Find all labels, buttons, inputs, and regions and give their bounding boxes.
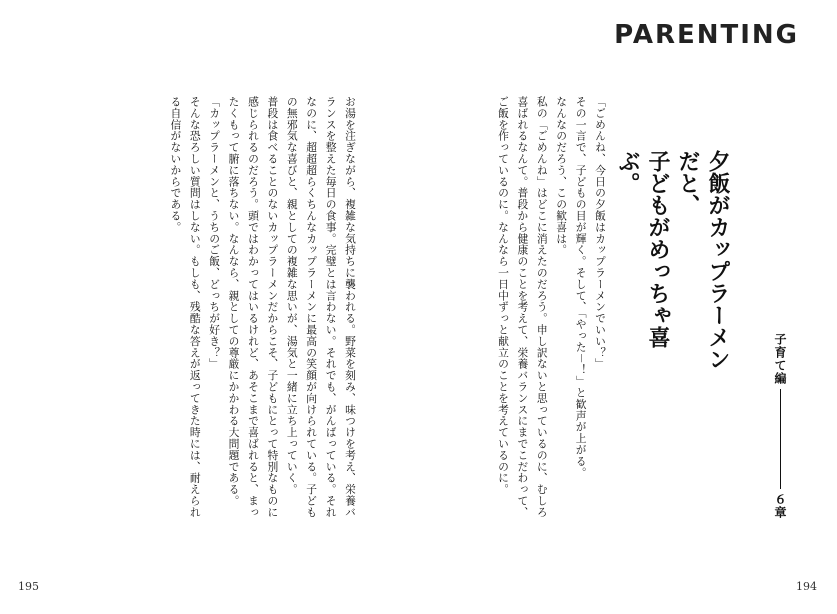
right-page-body (484, 96, 610, 521)
chapter-rule (780, 389, 781, 489)
page-number-left: 195 (18, 580, 39, 593)
chapter-number: ６章 (773, 493, 787, 519)
paragraph: 普段は食べることのないカップラーメンだからこそ、子どもにとって特別なものに感じられるのだろう。頭ではわかってはいるけれど、あそこまで喜ばれると、まったくもって腑に落ちない。なんなら、親としての尊厳にかかわる大問題である。 (227, 96, 280, 518)
paragraph: その一言で、子どもの目が輝く。そして、「やった－！」と歓声が上がる。 (574, 96, 588, 479)
chapter-headline (615, 150, 732, 390)
headline-line-1: 夕飯がカップラーメンだと、 (675, 150, 730, 370)
left-page-body (110, 96, 360, 521)
paragraph: そんな恐ろしい質問はしない。もしも、残酷な答えが返ってきた時には、耐えられる自信がないからである。 (169, 96, 202, 518)
headline-line-2: 子どもがめっちゃ喜ぶ。 (615, 150, 670, 348)
page-number-right: 194 (796, 580, 817, 593)
paragraph: 私の「ごめんね」はどこに消えたのだろう。申し訳ないと思っているのに、むしろ喜ばれるなんて。普段から健康のことを考えて、栄養バランスにまでこだわって、ご飯を作っているのに。なんなら一日中ずっと献立のことを考えているのに。 (496, 96, 549, 518)
chapter-section: 子育て編 (773, 333, 787, 385)
paragraph: 「ごめんね、今日の夕飯はカップラーメンでいい？」 (594, 96, 607, 370)
paragraph: なんなのだろう、この歓喜は。 (555, 96, 569, 256)
paragraph: 「カップラーメンと、うちのご飯、どっちが好き？」 (208, 96, 222, 370)
paragraph: お湯を注ぎながら、複雑な気持ちに襲われる。野菜を刻み、味つけを考え、栄養バランスを整えた毎日の食事。完璧とは言わない。それでも、がんばっている。それなのに、超超超らくちんなカップラーメンに最高の笑顔が向けられている。子どもの無邪気な喜びと、親としての複雑な思いが、湯気と一緒に立ち上っていく。 (285, 96, 357, 518)
page-title: PARENTING (614, 20, 799, 50)
chapter-label (772, 333, 789, 519)
